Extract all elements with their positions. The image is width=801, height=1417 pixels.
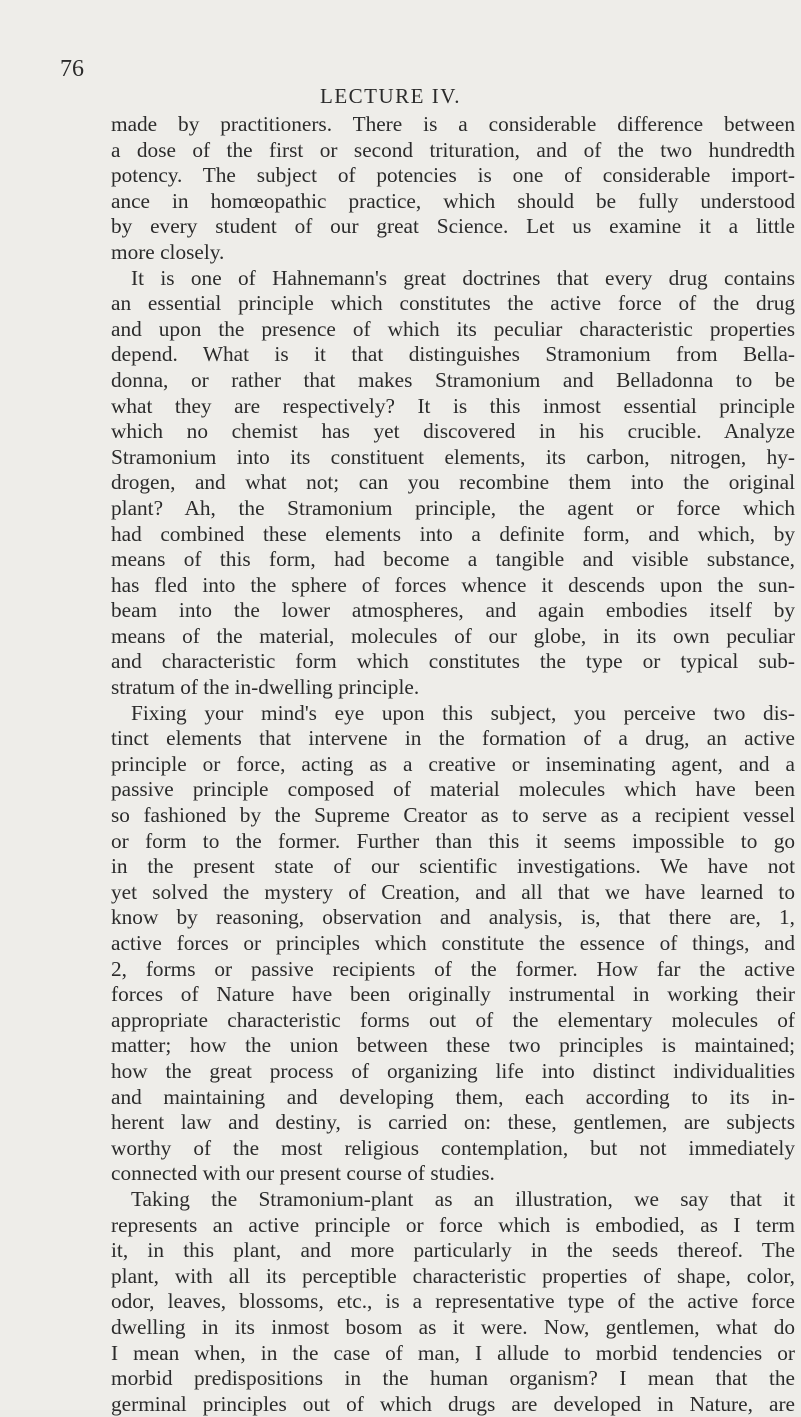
text-line: matter; how the union between these two principles is maintained; [111, 1033, 795, 1058]
text-line: yet solved the mystery of Creation, and all that we have learned to [111, 879, 795, 904]
text-line: know by reasoning, observation and analysis, is, that there are, 1, [111, 905, 795, 930]
text-line: potency. The subject of potencies is one of considerable import- [111, 163, 795, 188]
text-line: forces of Nature have been originally instrumental in working their [111, 982, 795, 1007]
text-line: I mean when, in the case of man, I allude to morbid tendencies or [111, 1340, 795, 1365]
text-line: more closely. [111, 239, 225, 264]
paragraph-start: Fixing your mind's eye upon this subject, you perceive two dis- [131, 700, 795, 725]
text-line: germinal principles out of which drugs are developed in Nature, are [111, 1391, 795, 1416]
text-line: principle or force, acting as a creative or inseminating agent, and a [111, 751, 795, 776]
text-line: means of this form, had become a tangible and visible substance, [111, 547, 795, 572]
text-line: drogen, and what not; can you recombine them into the original [111, 470, 795, 495]
text-line: stratum of the in-dwelling principle. [111, 675, 420, 700]
text-line: means of the material, molecules of our globe, in its own peculiar [111, 623, 795, 648]
text-line: so fashioned by the Supreme Creator as to serve as a recipient vessel [111, 803, 795, 828]
text-line: herent law and destiny, is carried on: these, gentlemen, are subjects [111, 1110, 795, 1135]
text-line: 2, forms or passive recipients of the former. How far the active [111, 956, 795, 981]
text-line: odor, leaves, blossoms, etc., is a representative type of the active force [111, 1289, 795, 1314]
text-line: passive principle composed of material molecules which have been [111, 777, 795, 802]
text-line: morbid predispositions in the human organism? I mean that the [111, 1366, 795, 1391]
text-line: an essential principle which constitutes the active force of the drug [111, 291, 795, 316]
text-line: had combined these elements into a definite form, and which, by [111, 521, 795, 546]
text-line: worthy of the most religious contemplation, but not immediately [111, 1135, 795, 1160]
text-line: appropriate characteristic forms out of the elementary molecules of [111, 1007, 795, 1032]
text-line: represents an active principle or force which is embodied, as I term [111, 1212, 795, 1237]
text-line: and characteristic form which constitutes the type or typical sub- [111, 649, 795, 674]
page-number: 76 [60, 56, 84, 82]
text-line: made by practitioners. There is a considerable difference between [111, 112, 795, 136]
text-line: depend. What is it that distinguishes Stramonium from Bella- [111, 342, 795, 367]
text-line: or form to the former. Further than this it seems impossible to go [111, 828, 795, 853]
text-line: tinct elements that intervene in the formation of a drug, an active [111, 726, 795, 751]
text-line: which no chemist has yet discovered in his crucible. Analyze [111, 419, 795, 444]
text-line: what they are respectively? It is this inmost essential principle [111, 393, 795, 418]
text-line: active forces or principles which constitute the essence of things, and [111, 931, 795, 955]
text-line: connected with our present course of studies. [111, 1161, 495, 1186]
paragraph-start: Taking the Stramonium-plant as an illustration, we say that it [131, 1186, 795, 1211]
text-line: plant? Ah, the Stramonium principle, the agent or force which [111, 495, 795, 520]
text-line: a dose of the first or second trituration, and of the two hundredth [111, 137, 795, 162]
text-line: donna, or rather that makes Stramonium and Belladonna to be [111, 367, 795, 392]
text-line: ance in homœopathic practice, which should be fully understood [111, 188, 795, 213]
text-line: has fled into the sphere of forces whence it descends upon the sun- [111, 572, 795, 597]
text-line: and maintaining and developing them, each according to its in- [111, 1084, 795, 1109]
text-line: Stramonium into its constituent elements, its carbon, nitrogen, hy- [111, 444, 795, 469]
text-line: in the present state of our scientific investigations. We have not [111, 854, 795, 879]
running-head: LECTURE IV. [320, 84, 461, 108]
text-line: beam into the lower atmospheres, and again embodies itself by [111, 598, 795, 623]
text-line: it, in this plant, and more particularly in the seeds thereof. The [111, 1238, 795, 1263]
text-line: how the great process of organizing life into distinct individualities [111, 1058, 795, 1083]
text-line: plant, with all its perceptible characteristic properties of shape, color, [111, 1263, 795, 1288]
paragraph-start: It is one of Hahnemann's great doctrines that every drug contains [131, 265, 795, 290]
text-line: by every student of our great Science. Let us examine it a little [111, 214, 795, 239]
text-line: and upon the presence of which its peculiar characteristic properties [111, 316, 795, 341]
text-line: dwelling in its inmost bosom as it were. Now, gentlemen, what do [111, 1314, 795, 1339]
body-text [111, 112, 795, 1417]
